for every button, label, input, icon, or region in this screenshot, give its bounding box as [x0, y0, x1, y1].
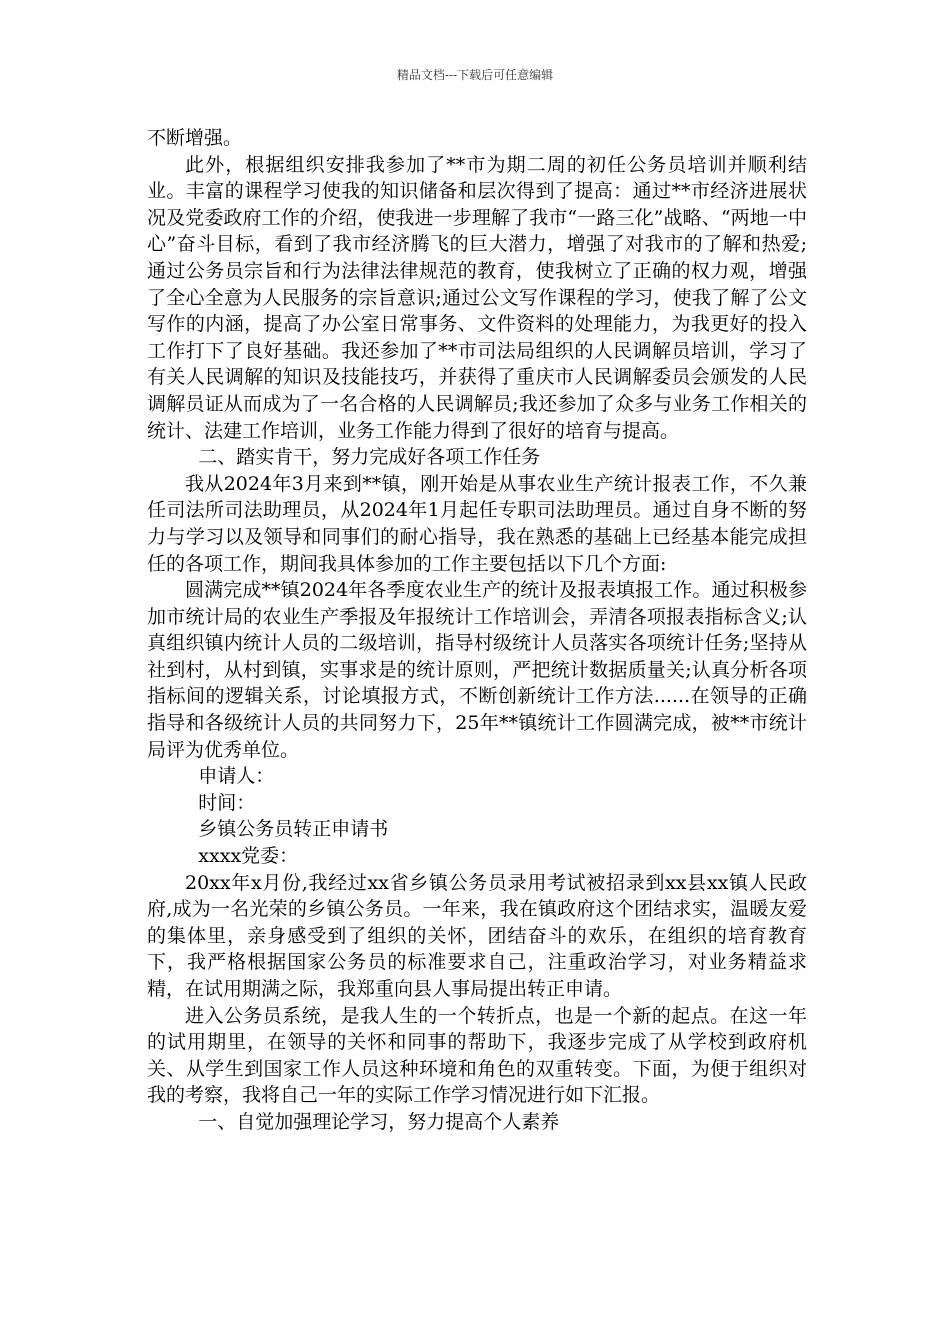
applicant-label: 申请人：: [198, 765, 275, 788]
paragraph: 进入公务员系统，是我人生的一个转折点，也是一个新的起点。在这一年的试用期里，在领导的关怀和同事的帮助下，我逐步完成了从学校到政府机关、从学生到国家工作人员这种环境和角色的双重转变。下面，为便于组织对我的考察，我将自己一年的实际工作学习情况进行如下汇报。: [147, 1004, 807, 1107]
document-title: 乡镇公务员转正申请书: [198, 818, 389, 841]
paragraph: 20xx年x月份,我经过xx省乡镇公务员录用考试被招录到xx县xx镇人民政府,成为一名光荣的乡镇公务员。一年来，我在镇政府这个团结求实，温暖友爱的集体里，亲身感受到了组织的关怀，团结奋斗的欢乐，在组织的培育教育下，我严格根据国家公务员的标准要求自己，注重政治学习，对业务精益求精，在试用期满之际，我郑重向县人事局提出转正申请。: [147, 871, 807, 1000]
paragraph: 不断增强。: [147, 127, 243, 149]
paragraph: 此外，根据组织安排我参加了**市为期二周的初任公务员培训并顺利结业。丰富的课程学习使我的知识储备和层次得到了提高：通过**市经济进展状况及党委政府工作的介绍，使我进一步理解了我市“一路三化”战略、“两地一中心”奋斗目标，看到了我市经济腾飞的巨大潜力，增强了对我市的了解和热爱;通过公务员宗旨和行为法律法律规范的教育，使我树立了正确的权力观，增强了全心全意为人民服务的宗旨意识;通过公文写作课程的学习，使我了解了公文写作的内涵，提高了办公室日常事务、文件资料的处理能力，为我更好的投入工作打下了良好基础。我还参加了**市司法局组织的人民调解员培训，学习了有关人民调解的知识及技能技巧，并获得了重庆市人民调解委员会颁发的人民调解员证从而成为了一名合格的人民调解员;我还参加了众多与业务工作相关的统计、法建工作培训，业务工作能力得到了很好的培育与提高。: [147, 153, 807, 442]
section-heading: 二、踏实肯干，努力完成好各项工作任务: [198, 446, 541, 469]
date-label: 时间：: [198, 791, 256, 814]
section-heading: 一、自觉加强理论学习，努力提高个人素养: [198, 1110, 560, 1133]
document-body: [147, 125, 807, 1136]
paragraph: 我从2024年3月来到**镇，刚开始是从事农业生产统计报表工作，不久兼任司法所司法助理员，从2024年1月起任专职司法助理员。通过自身不断的努力与学习以及领导和同事们的耐心指导，我在熟悉的基础上已经基本能完成担任的各项工作，期间我具体参加的工作主要包括以下几个方面:: [147, 472, 807, 575]
page-header: 精品文档---下载后可任意编辑: [396, 68, 554, 82]
paragraph: 圆满完成**镇2024年各季度农业生产的统计及报表填报工作。通过积极参加市统计局的农业生产季报及年报统计工作培训会，弄清各项报表指标含义;认真组织镇内统计人员的二级培训，指导村级统计人员落实各项统计任务;坚持从社到村，从村到镇，实事求是的统计原则，严把统计数据质量关;认真分析各项指标间的逻辑关系，讨论填报方式，不断创新统计工作方法......在领导的正确指导和各级统计人员的共同努力下，25年**镇统计工作圆满完成，被**市统计局评为优秀单位。: [147, 579, 807, 761]
salutation: xxxx党委：: [198, 845, 299, 868]
